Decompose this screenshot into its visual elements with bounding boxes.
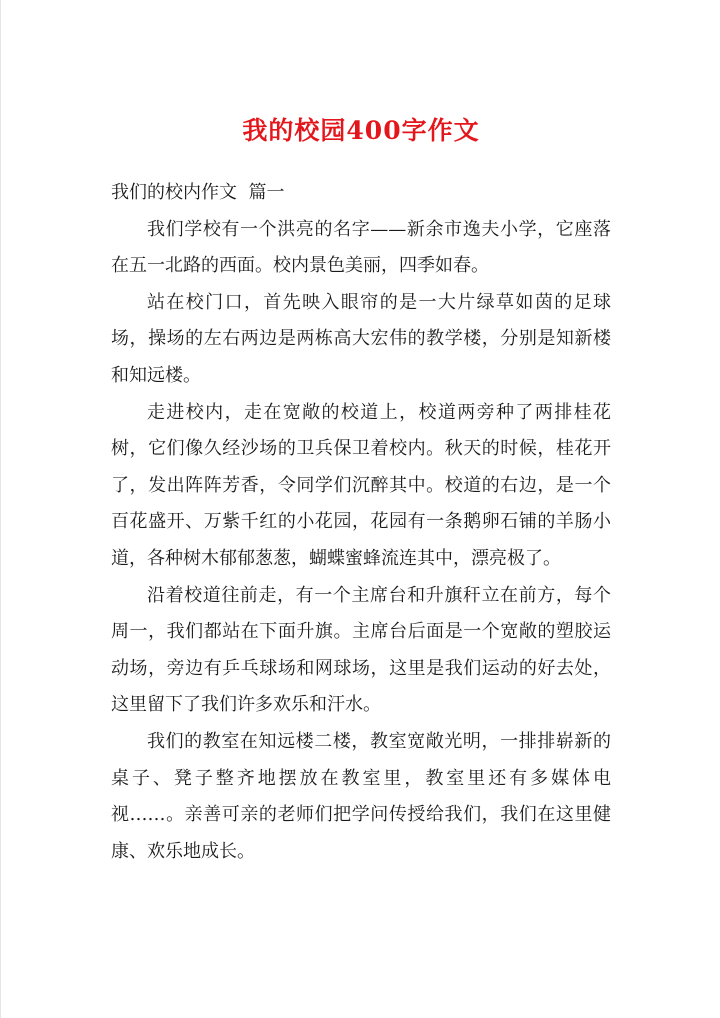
paragraph-1: 我们学校有一个洪亮的名字——新余市逸夫小学，它座落在五一北路的西面。校内景色美丽，四季如春。: [111, 218, 611, 277]
paragraph-2: 站在校门口，首先映入眼帘的是一大片绿草如茵的足球场，操场的左右两边是两栋高大宏伟的教学楼，分别是知新楼和知远楼。: [111, 291, 611, 386]
paragraph-4: 沿着校道往前走，有一个主席台和升旗秆立在前方，每个周一，我们都站在下面升旗。主席台后面是一个宽敞的塑胶运动场，旁边有乒乓球场和网球场，这里是我们运动的好去处，这里留下了我们许多欢乐和汗水。: [111, 584, 611, 716]
paragraph-5: 我们的教室在知远楼二楼，教室宽敞光明，一排排崭新的桌子、凳子整齐地摆放在教室里，教室里还有多媒体电视……。亲善可亲的老师们把学问传授给我们，我们在这里健康、欢乐地成长。: [111, 730, 611, 862]
document-title: 我的校园400字作文: [242, 116, 480, 145]
paragraph-3: 走进校内，走在宽敞的校道上，校道两旁种了两排桂花树，它们像久经沙场的卫兵保卫着校内。秋天的时候，桂花开了，发出阵阵芳香，令同学们沉醉其中。校道的右边，是一个百花盛开、万紫千红的小花园，花园有一条鹅卵石铺的羊肠小道，各种树木郁郁葱葱，蝴蝶蜜蜂流连其中，漂亮极了。: [111, 401, 611, 569]
document-body: [111, 175, 611, 870]
section-subtitle: 我们的校内作文 篇一: [111, 182, 285, 203]
